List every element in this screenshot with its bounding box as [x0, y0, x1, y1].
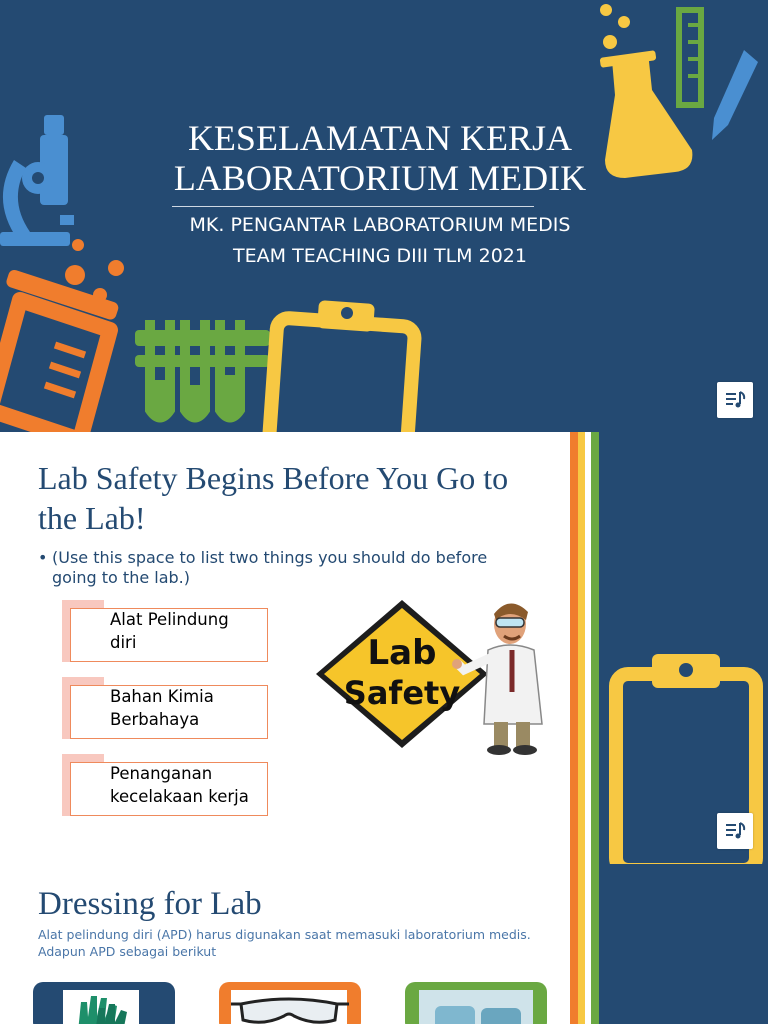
item-label: Penanganan kecelakaan kerja	[110, 764, 249, 806]
goggles-icon	[219, 982, 361, 1024]
sign-text-safety: Safety	[343, 674, 461, 712]
title-line-2: LABORATORIUM MEDIK	[173, 158, 587, 198]
title-slide	[0, 0, 768, 432]
item-label: Bahan Kimia Berbahaya	[110, 687, 214, 729]
slide-title: Lab Safety Begins Before You Go to the Lab!	[38, 460, 509, 536]
mask-icon	[405, 982, 547, 1024]
list-item	[62, 600, 268, 662]
lab-safety-sign-illustration	[312, 592, 552, 762]
slide-title: Dressing for Lab	[38, 886, 262, 922]
yellow-stripe	[578, 432, 585, 864]
list-item	[62, 677, 268, 739]
ruler-icon	[679, 10, 701, 105]
gloves-card	[33, 982, 175, 1024]
microscope-icon	[0, 115, 74, 246]
title-line-1: KESELAMATAN KERJA	[187, 118, 573, 158]
sign-text-lab: Lab	[367, 633, 437, 673]
audio-playlist-icon	[717, 382, 753, 418]
yellow-stripe	[578, 864, 585, 1024]
slide-description: Alat pelindung diri (APD) harus digunakan saat memasuki laboratorium medis. Adapun APD sebagai berikut	[38, 927, 531, 959]
clipboard-icon	[266, 300, 415, 432]
title-divider	[172, 206, 534, 207]
navy-panel	[599, 864, 768, 1024]
green-stripe	[591, 864, 599, 1024]
green-stripe	[591, 432, 599, 864]
audio-playlist-icon	[717, 813, 753, 849]
bullet-content: (Use this space to list two things you should do before going to the lab.)	[52, 548, 488, 587]
item-label: Alat Pelindung diri	[110, 610, 229, 652]
orange-stripe	[570, 432, 578, 864]
list-item	[62, 754, 268, 816]
course-subtitle: MK. PENGANTAR LABORATORIUM MEDIS	[189, 214, 571, 236]
test-tubes-icon	[135, 320, 270, 418]
bullet-mark: •	[38, 548, 48, 567]
decorative-side-panel	[570, 432, 768, 864]
gloves-icon	[33, 982, 175, 1024]
presentation-title	[150, 118, 610, 198]
pencil-icon	[712, 50, 758, 140]
mask-card	[405, 982, 547, 1024]
goggles-card	[219, 982, 361, 1024]
lab-safety-slide	[0, 432, 570, 864]
dressing-slide	[0, 864, 768, 1024]
audio-button[interactable]	[717, 382, 753, 418]
audio-button[interactable]	[717, 813, 753, 849]
team-subtitle: TEAM TEACHING DIII TLM 2021	[233, 245, 527, 267]
